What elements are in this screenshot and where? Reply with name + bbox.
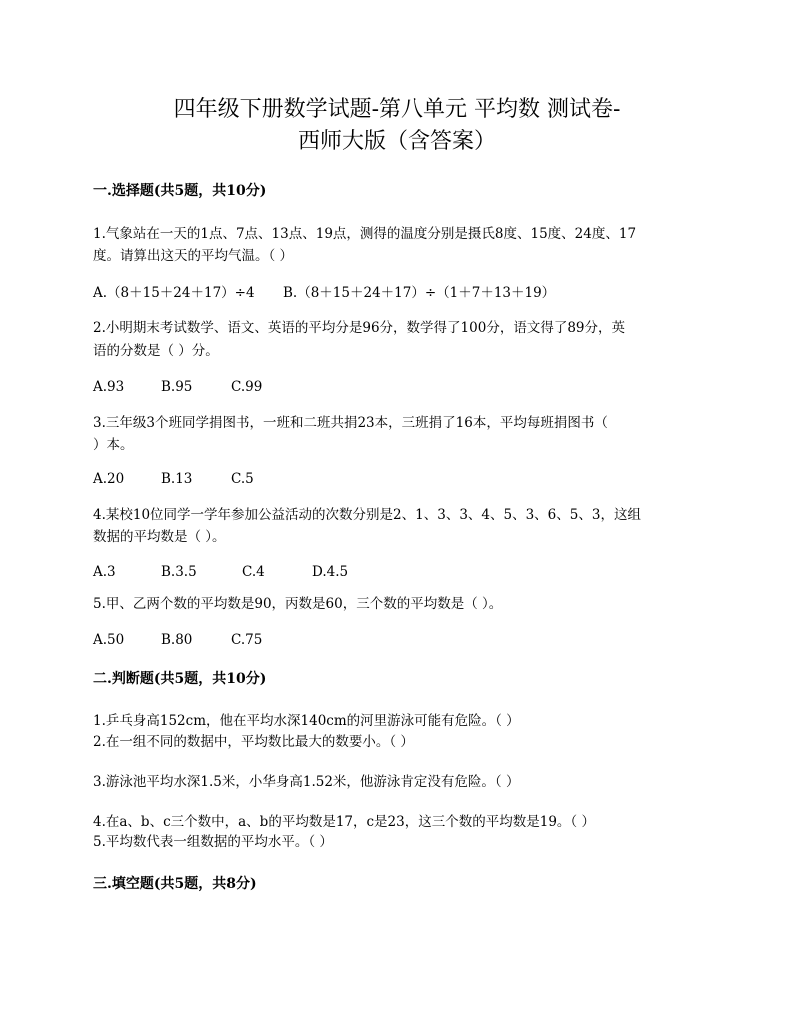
choice-q1-option-a: A.（8＋15＋24＋17）÷4: [93, 285, 255, 301]
judgement-q1-text: 1.乒乓身高152cm，他在平均水深140cm的河里游泳可能有危险。（ ）: [93, 713, 520, 729]
choice-q5-options: [93, 630, 262, 650]
choice-q1-option-b: B.（8＋15＋24＋17）÷（1＋7＋13＋19）: [283, 285, 556, 301]
choice-q3-option-b: B.13: [161, 471, 193, 487]
choice-q1-text-line-2: 度。请算出这天的平均气温。（ ）: [93, 248, 294, 264]
choice-q2-options: [93, 377, 262, 397]
exam-title-line-2: 西师大版（含答案）: [297, 129, 496, 154]
choice-q4-text-line-1: 4.某校10位同学一学年参加公益活动的次数分别是2、1、3、3、4、5、3、6、5、3，这组: [93, 507, 641, 523]
section-heading-judgement: 二.判断题(共5题，共10分): [93, 671, 267, 687]
choice-q2-text-line-2: 语的分数是（ ）分。: [93, 343, 219, 359]
judgement-q5-text: 5.平均数代表一组数据的平均水平。（ ）: [93, 834, 333, 850]
choice-q2-option-c: C.99: [231, 379, 263, 395]
choice-q2-text-line-1: 2.小明期末考试数学、语文、英语的平均分是96分，数学得了100分，语文得了89分，英: [93, 320, 626, 336]
choice-q3-option-a: A.20: [93, 471, 125, 487]
choice-q2-option-b: B.95: [161, 379, 193, 395]
choice-q4-text-line-2: 数据的平均数是（ ）。: [93, 529, 226, 545]
choice-q1-options: [93, 283, 555, 303]
choice-q3-text-line-2: ）本。: [93, 437, 134, 453]
choice-q1-text-line-1: 1.气象站在一天的1点、7点、13点、19点，测得的温度分别是摄氏8度、15度、24度、17: [93, 226, 637, 242]
choice-q4-option-a: A.3: [93, 564, 116, 580]
judgement-q3-text: 3.游泳池平均水深1.5米，小华身高1.52米，他游泳肯定没有危险。（ ）: [93, 774, 520, 790]
choice-q4-option-d: D.4.5: [312, 564, 349, 580]
choice-q3-options: [93, 469, 254, 489]
judgement-q2-text: 2.在一组不同的数据中，平均数比最大的数要小。（ ）: [93, 734, 414, 750]
choice-q5-option-c: C.75: [231, 632, 263, 648]
judgement-q4-text: 4.在a、b、c三个数中，a、b的平均数是17，c是23，这三个数的平均数是19。（ ）: [93, 814, 595, 830]
choice-q3-option-c: C.5: [231, 471, 254, 487]
choice-q4-option-c: C.4: [242, 564, 265, 580]
choice-q5-option-b: B.80: [161, 632, 193, 648]
choice-q2-option-a: A.93: [93, 379, 125, 395]
choice-q3-text-line-1: 3.三年级3个班同学捐图书，一班和二班共捐23本，三班捐了16本，平均每班捐图书（: [93, 415, 608, 431]
choice-q4-options: [93, 562, 348, 582]
choice-q4-option-b: B.3.5: [161, 564, 197, 580]
choice-q5-text: 5.甲、乙两个数的平均数是90，丙数是60，三个数的平均数是（ ）。: [93, 596, 503, 612]
section-heading-choice: 一.选择题(共5题，共10分): [93, 183, 267, 199]
exam-title-line-1: 四年级下册数学试题-第八单元 平均数 测试卷-: [173, 97, 621, 122]
section-heading-fill-blank: 三.填空题(共5题，共8分): [93, 876, 257, 892]
choice-q5-option-a: A.50: [93, 632, 125, 648]
